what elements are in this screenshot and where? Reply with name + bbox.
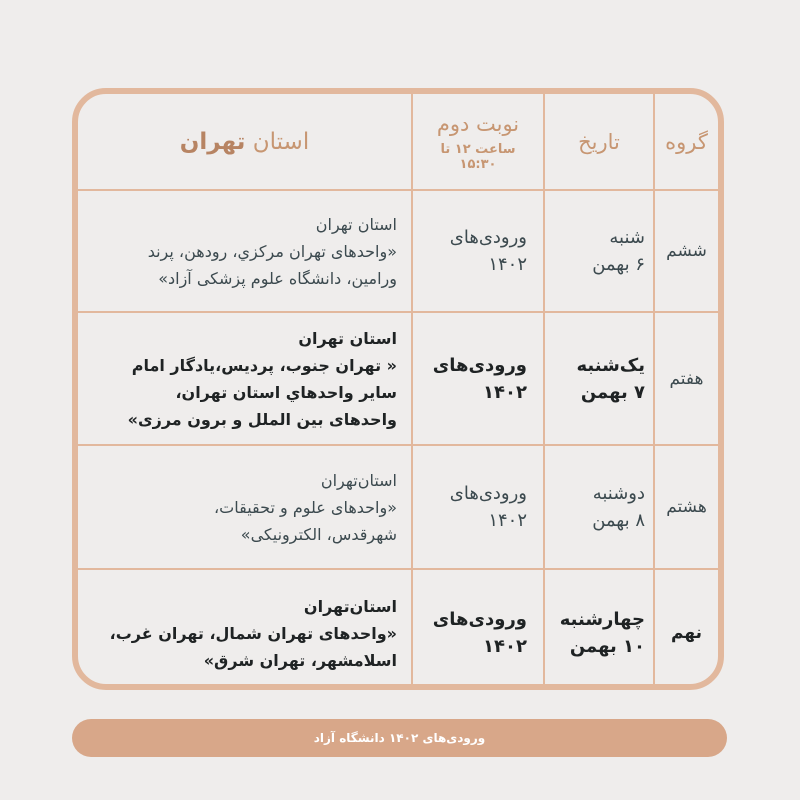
header-group: گروه [654,94,718,190]
province-line: سایر واحدهاي استان تهران، [175,382,397,402]
header-date: تاریخ [544,94,654,190]
entry-year: ۱۴۰۲ [488,254,527,275]
province-line: واحدهای بین الملل و برون مرزی» [127,409,397,429]
group-cell: ششم [654,190,718,312]
province-cell [78,312,412,445]
group-cell: هفتم [654,312,718,445]
entry-cell [412,312,544,445]
entry-cell [412,569,544,690]
province-line: « تهران جنوب، پردیس،یادگار امام [131,355,397,375]
date-value: ۷ بهمن [580,381,645,403]
group-cell: نهم [654,569,718,690]
date-day: شنبه [609,227,645,248]
date-day: دوشنبه [592,483,645,504]
date-cell [544,569,654,690]
table-row [78,312,718,445]
entry-cell [412,190,544,312]
entry-label: ورودی‌های [449,483,527,504]
date-value: ۸ بهمن [592,510,645,531]
province-line: استان‌تهران [320,470,397,490]
date-value: ۱۰ بهمن [569,636,645,657]
header-shift [412,94,544,190]
province-cell [78,569,412,690]
entry-label: ورودی‌های [432,609,527,630]
province-line: «واحدهای تهران مرکزي، رودهن، پرند [147,241,397,261]
entry-cell [412,445,544,569]
date-cell [544,445,654,569]
header-shift-title: نوبت دوم [436,111,520,136]
province-cell [78,445,412,569]
table-row [78,190,718,312]
province-line: استان تهران [298,328,397,348]
province-line: «واحدهای تهران شمال، تهران غرب، [109,623,397,643]
province-cell [78,190,412,312]
entry-label: ورودی‌های [432,354,527,376]
entry-year: ۱۴۰۲ [488,510,527,531]
date-day: یک‌شنبه [576,354,645,376]
province-line: اسلامشهر، تهران شرق» [203,650,397,670]
table-row [78,569,718,690]
entry-year: ۱۴۰۲ [483,636,527,657]
group-cell: هشتم [654,445,718,569]
header-province [78,94,412,190]
province-line: استان تهران [315,214,397,234]
date-day: چهارشنبه [559,609,645,630]
header-shift-time: ساعت ۱۲ تا ۱۵:۳۰ [440,141,516,172]
table-row [78,445,718,569]
schedule-card [72,88,724,690]
entry-label: ورودی‌های [449,227,527,248]
date-value: ۶ بهمن [592,254,645,275]
entry-year: ۱۴۰۲ [483,381,527,403]
table-header-row [78,94,718,190]
header-province-prefix: استان [252,128,310,155]
province-line: «واحدهای علوم و تحقیقات، [214,497,397,517]
date-cell [544,312,654,445]
date-cell [544,190,654,312]
province-line: ورامین، دانشگاه علوم پزشکی آزاد» [158,268,397,288]
footer-banner: ورودی‌های ۱۴۰۲ دانشگاه آزاد [72,719,727,757]
header-province-name: تهران [179,128,246,155]
schedule-table [78,94,718,690]
province-line: شهرقدس، الکترونیکی» [240,524,397,544]
province-line: استان‌تهران [303,596,397,616]
